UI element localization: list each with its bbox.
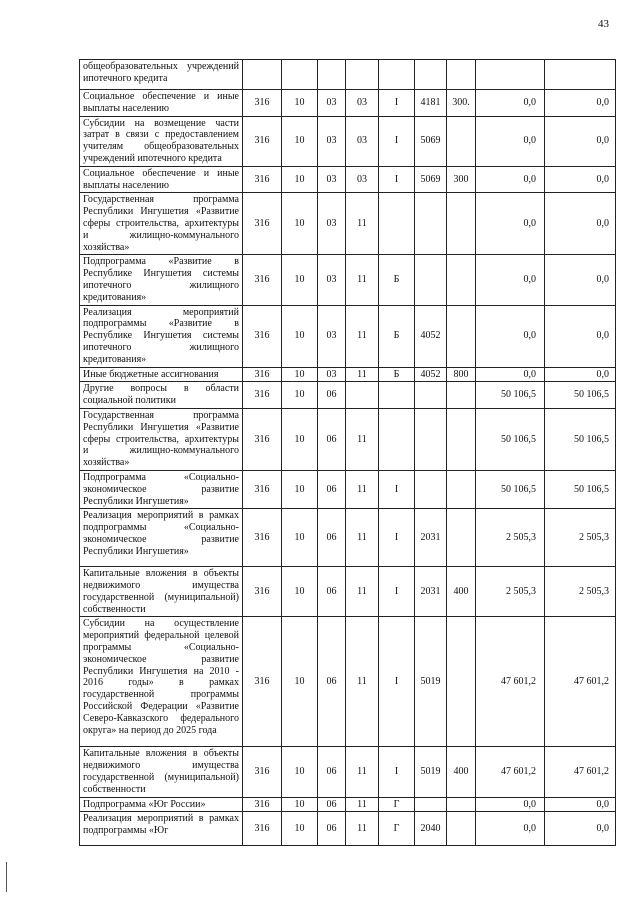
code-program-cell: 11	[346, 255, 379, 305]
code-expense-type-cell	[447, 255, 476, 305]
code-subsection-cell: 06	[318, 408, 346, 470]
code-subsection-cell: 03	[318, 116, 346, 166]
amount-cell-2	[545, 60, 616, 90]
code-expense-type-cell	[447, 305, 476, 367]
code-program-cell	[346, 60, 379, 90]
code-expense-type-cell	[447, 116, 476, 166]
code-admin-cell: 316	[243, 408, 282, 470]
table-row	[80, 408, 616, 470]
code-subprogram-cell: I	[379, 509, 415, 567]
amount-cell-2: 0,0	[545, 116, 616, 166]
row-name-cell: Государственная программа Республики Ингушетия «Развитие сферы строительства, архитектуры и жилищно-коммунального хозяйства»	[80, 408, 243, 470]
table-row	[80, 617, 616, 747]
code-subprogram-cell: I	[379, 567, 415, 617]
code-program-cell: 11	[346, 509, 379, 567]
table-row	[80, 60, 616, 90]
amount-cell-2: 0,0	[545, 812, 616, 846]
code-program-cell: 03	[346, 90, 379, 117]
code-program-cell	[346, 382, 379, 409]
code-subsection-cell: 06	[318, 382, 346, 409]
code-admin-cell: 316	[243, 797, 282, 812]
code-admin-cell: 316	[243, 305, 282, 367]
code-expense-type-cell	[447, 408, 476, 470]
code-program-cell: 03	[346, 116, 379, 166]
code-program-cell: 11	[346, 193, 379, 255]
code-subprogram-cell	[379, 60, 415, 90]
code-subsection-cell: 03	[318, 367, 346, 382]
code-subprogram-cell	[379, 382, 415, 409]
code-admin-cell: 316	[243, 509, 282, 567]
code-subsection-cell: 03	[318, 90, 346, 117]
amount-cell-2: 2 505,3	[545, 567, 616, 617]
row-name-cell: Реализация мероприятий в рамках подпрограммы «Социально-экономическое развитие Республики Ингушетия»	[80, 509, 243, 567]
table-row	[80, 367, 616, 382]
code-expense-type-cell: 300.	[447, 90, 476, 117]
amount-cell-1: 0,0	[476, 193, 545, 255]
table-row	[80, 305, 616, 367]
table-row	[80, 166, 616, 193]
row-name-cell: Государственная программа Республики Ингушетия «Развитие сферы строительства, архитектуры и жилищно-коммунального хозяйства»	[80, 193, 243, 255]
code-section-cell: 10	[282, 382, 318, 409]
code-program-cell: 11	[346, 797, 379, 812]
row-name-cell: Социальное обеспечение и иные выплаты населению	[80, 90, 243, 117]
amount-cell-2: 0,0	[545, 193, 616, 255]
code-program-cell: 11	[346, 812, 379, 846]
code-target-cell: 5069	[415, 166, 447, 193]
code-target-cell: 5069	[415, 116, 447, 166]
amount-cell-1: 50 106,5	[476, 470, 545, 508]
amount-cell-1: 0,0	[476, 812, 545, 846]
amount-cell-2: 0,0	[545, 255, 616, 305]
code-admin-cell: 316	[243, 747, 282, 797]
code-target-cell	[415, 255, 447, 305]
amount-cell-1: 2 505,3	[476, 567, 545, 617]
code-admin-cell: 316	[243, 617, 282, 747]
code-subprogram-cell: I	[379, 747, 415, 797]
table-row	[80, 509, 616, 567]
code-expense-type-cell	[447, 382, 476, 409]
code-subprogram-cell: I	[379, 90, 415, 117]
code-subsection-cell: 03	[318, 193, 346, 255]
code-target-cell	[415, 382, 447, 409]
table-row	[80, 90, 616, 117]
code-expense-type-cell	[447, 60, 476, 90]
code-admin-cell: 316	[243, 255, 282, 305]
amount-cell-2: 0,0	[545, 797, 616, 812]
amount-cell-1: 47 601,2	[476, 617, 545, 747]
code-target-cell: 4181	[415, 90, 447, 117]
row-name-cell: Подпрограмма «Социально-экономическое развитие Республики Ингушетия»	[80, 470, 243, 508]
code-subprogram-cell: I	[379, 617, 415, 747]
code-target-cell: 5019	[415, 617, 447, 747]
code-admin-cell	[243, 60, 282, 90]
code-target-cell	[415, 470, 447, 508]
row-name-cell: Реализация мероприятий в рамках подпрограммы «Юг	[80, 812, 243, 846]
code-section-cell: 10	[282, 812, 318, 846]
code-target-cell: 4052	[415, 305, 447, 367]
code-subprogram-cell: Б	[379, 367, 415, 382]
code-program-cell: 03	[346, 166, 379, 193]
code-admin-cell: 316	[243, 166, 282, 193]
code-subprogram-cell: Г	[379, 797, 415, 812]
page-edge-mark	[6, 862, 7, 892]
code-subprogram-cell: I	[379, 470, 415, 508]
row-name-cell: Другие вопросы в области социальной политики	[80, 382, 243, 409]
code-subsection-cell: 06	[318, 617, 346, 747]
code-section-cell: 10	[282, 116, 318, 166]
code-target-cell: 2031	[415, 509, 447, 567]
code-expense-type-cell: 300	[447, 166, 476, 193]
code-target-cell	[415, 408, 447, 470]
code-section-cell: 10	[282, 305, 318, 367]
code-subsection-cell: 06	[318, 567, 346, 617]
amount-cell-2: 2 505,3	[545, 509, 616, 567]
code-expense-type-cell: 800	[447, 367, 476, 382]
code-subsection-cell: 06	[318, 470, 346, 508]
code-expense-type-cell	[447, 193, 476, 255]
code-expense-type-cell: 400	[447, 747, 476, 797]
table-row	[80, 193, 616, 255]
code-expense-type-cell	[447, 470, 476, 508]
code-program-cell: 11	[346, 305, 379, 367]
code-admin-cell: 316	[243, 382, 282, 409]
code-section-cell: 10	[282, 617, 318, 747]
amount-cell-1	[476, 60, 545, 90]
budget-table	[79, 59, 616, 846]
table-row	[80, 116, 616, 166]
code-program-cell: 11	[346, 470, 379, 508]
amount-cell-1: 0,0	[476, 797, 545, 812]
code-target-cell: 4052	[415, 367, 447, 382]
code-expense-type-cell	[447, 509, 476, 567]
code-subprogram-cell: I	[379, 166, 415, 193]
code-target-cell: 2040	[415, 812, 447, 846]
amount-cell-1: 2 505,3	[476, 509, 545, 567]
code-section-cell: 10	[282, 797, 318, 812]
amount-cell-1: 0,0	[476, 116, 545, 166]
code-subsection-cell: 03	[318, 166, 346, 193]
table-row	[80, 255, 616, 305]
code-target-cell	[415, 797, 447, 812]
code-subsection-cell: 03	[318, 255, 346, 305]
amount-cell-2: 0,0	[545, 305, 616, 367]
code-section-cell: 10	[282, 90, 318, 117]
page-number: 43	[598, 18, 609, 30]
code-subprogram-cell: Б	[379, 255, 415, 305]
row-name-cell: общеобразовательных учреждений ипотечного кредита	[80, 60, 243, 90]
amount-cell-1: 0,0	[476, 255, 545, 305]
amount-cell-2: 47 601,2	[545, 617, 616, 747]
code-admin-cell: 316	[243, 367, 282, 382]
code-subprogram-cell	[379, 193, 415, 255]
code-subsection-cell: 03	[318, 305, 346, 367]
code-program-cell: 11	[346, 567, 379, 617]
code-section-cell: 10	[282, 509, 318, 567]
table-row	[80, 567, 616, 617]
code-subsection-cell: 06	[318, 509, 346, 567]
row-name-cell: Реализация мероприятий подпрограммы «Развитие в Республике Ингушетия системы ипотечного жилищного кредитования»	[80, 305, 243, 367]
code-subsection-cell: 06	[318, 797, 346, 812]
row-name-cell: Подпрограмма «Юг России»	[80, 797, 243, 812]
amount-cell-2: 47 601,2	[545, 747, 616, 797]
row-name-cell: Субсидии на осуществление мероприятий федеральной целевой программы «Социально-экономическое развитие Республики Ингушетия на 2010 - 2016 годы» в рамках государственной программы Российской Федерации «Развитие Северо-Кавказского федерального округа» на период до 2025 года	[80, 617, 243, 747]
code-admin-cell: 316	[243, 116, 282, 166]
code-section-cell: 10	[282, 747, 318, 797]
code-expense-type-cell	[447, 812, 476, 846]
row-name-cell: Иные бюджетные ассигнования	[80, 367, 243, 382]
code-section-cell: 10	[282, 166, 318, 193]
table-row	[80, 382, 616, 409]
amount-cell-2: 50 106,5	[545, 382, 616, 409]
code-program-cell: 11	[346, 617, 379, 747]
amount-cell-2: 50 106,5	[545, 470, 616, 508]
code-target-cell	[415, 60, 447, 90]
code-section-cell	[282, 60, 318, 90]
code-section-cell: 10	[282, 470, 318, 508]
code-program-cell: 11	[346, 408, 379, 470]
table-row	[80, 747, 616, 797]
code-program-cell: 11	[346, 747, 379, 797]
code-section-cell: 10	[282, 367, 318, 382]
code-section-cell: 10	[282, 255, 318, 305]
amount-cell-1: 47 601,2	[476, 747, 545, 797]
row-name-cell: Субсидии на возмещение части затрат в связи с предоставлением учителям общеобразовательных учреждений ипотечного кредита	[80, 116, 243, 166]
amount-cell-1: 0,0	[476, 90, 545, 117]
table-row	[80, 470, 616, 508]
code-subsection-cell: 06	[318, 812, 346, 846]
code-subsection-cell	[318, 60, 346, 90]
row-name-cell: Социальное обеспечение и иные выплаты населению	[80, 166, 243, 193]
amount-cell-2: 0,0	[545, 367, 616, 382]
code-target-cell: 2031	[415, 567, 447, 617]
table-row	[80, 797, 616, 812]
code-program-cell: 11	[346, 367, 379, 382]
code-section-cell: 10	[282, 567, 318, 617]
amount-cell-1: 0,0	[476, 367, 545, 382]
code-admin-cell: 316	[243, 470, 282, 508]
code-section-cell: 10	[282, 408, 318, 470]
code-subprogram-cell: Б	[379, 305, 415, 367]
amount-cell-1: 50 106,5	[476, 382, 545, 409]
code-admin-cell: 316	[243, 812, 282, 846]
table-row	[80, 812, 616, 846]
amount-cell-1: 50 106,5	[476, 408, 545, 470]
code-subprogram-cell: I	[379, 116, 415, 166]
code-section-cell: 10	[282, 193, 318, 255]
code-expense-type-cell	[447, 797, 476, 812]
code-admin-cell: 316	[243, 193, 282, 255]
code-subprogram-cell	[379, 408, 415, 470]
code-target-cell: 5019	[415, 747, 447, 797]
code-expense-type-cell: 400	[447, 567, 476, 617]
code-admin-cell: 316	[243, 90, 282, 117]
amount-cell-1: 0,0	[476, 305, 545, 367]
amount-cell-2: 0,0	[545, 166, 616, 193]
row-name-cell: Капитальные вложения в объекты недвижимого имущества государственной (муниципальной) собственности	[80, 567, 243, 617]
code-target-cell	[415, 193, 447, 255]
code-expense-type-cell	[447, 617, 476, 747]
code-admin-cell: 316	[243, 567, 282, 617]
code-subprogram-cell: Г	[379, 812, 415, 846]
amount-cell-1: 0,0	[476, 166, 545, 193]
amount-cell-2: 50 106,5	[545, 408, 616, 470]
row-name-cell: Капитальные вложения в объекты недвижимого имущества государственной (муниципальной) собственности	[80, 747, 243, 797]
row-name-cell: Подпрограмма «Развитие в Республике Ингушетия системы ипотечного жилищного кредитования»	[80, 255, 243, 305]
amount-cell-2: 0,0	[545, 90, 616, 117]
code-subsection-cell: 06	[318, 747, 346, 797]
